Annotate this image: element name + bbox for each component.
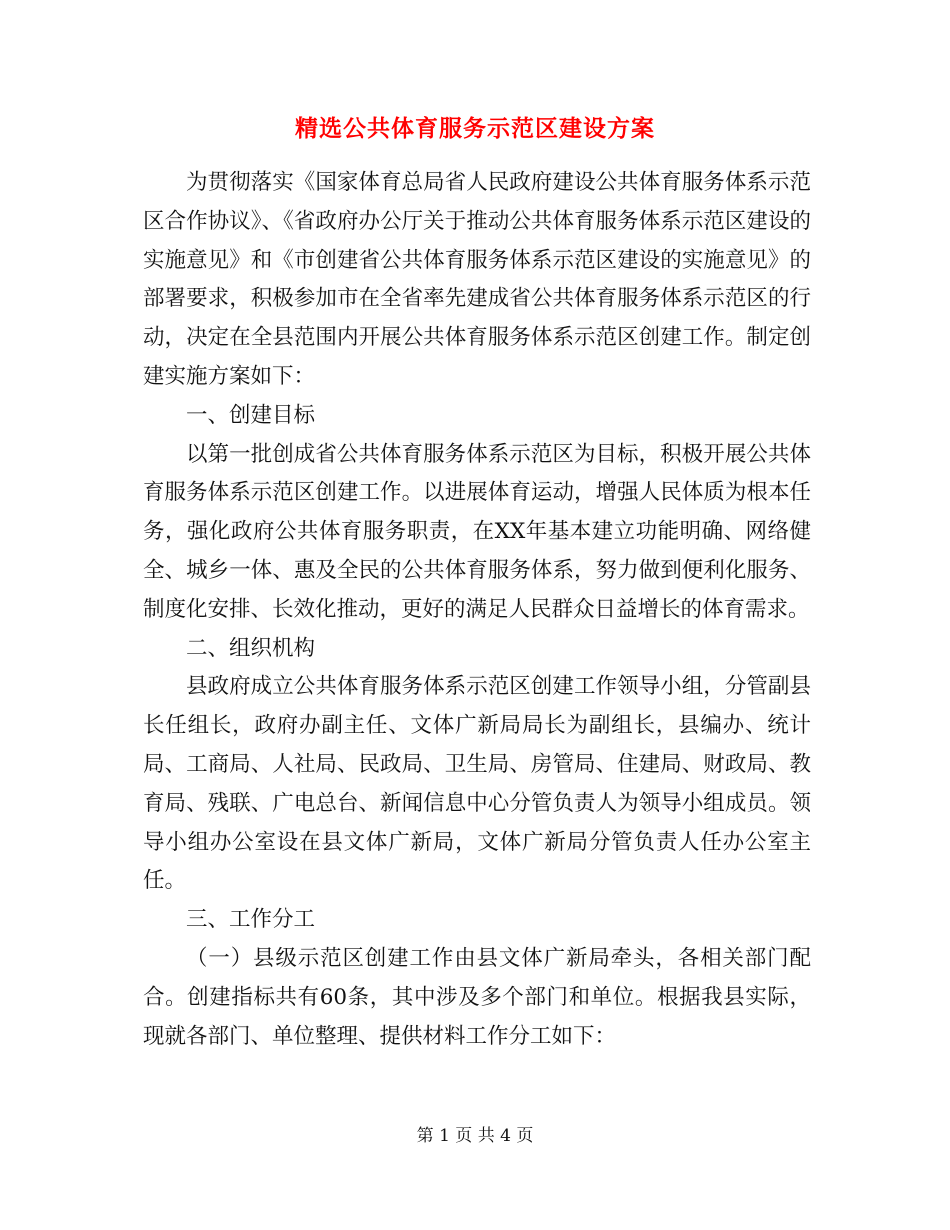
- paragraph-division: （一）县级示范区创建工作由县文体广新局牵头，各相关部门配合。创建指标共有60条，其中涉及多个部门和单位。根据我县实际，现就各部门、单位整理、提供材料工作分工如下：: [143, 945, 811, 1049]
- section-heading-division: 三、工作分工: [186, 907, 316, 933]
- section-heading-organization: 二、组织机构: [186, 635, 316, 661]
- paragraph-organization: 县政府成立公共体育服务体系示范区创建工作领导小组，分管副县长任组长，政府办副主任、文体广新局局长为副组长，县编办、统计局、工商局、人社局、民政局、卫生局、房管局、住建局、财政局、教育局、残联、广电总台、新闻信息中心分管负责人为领导小组成员。领导小组办公室设在县文体广新局，文体广新局分管负责人任办公室主任。: [143, 674, 811, 894]
- section-heading-goal: 一、创建目标: [186, 402, 316, 428]
- page-number: 第 1 页 共 4 页: [416, 1126, 534, 1146]
- document-title: 精选公共体育服务示范区建设方案: [295, 115, 655, 142]
- document-body: [143, 164, 811, 1056]
- paragraph-intro: 为贯彻落实《国家体育总局省人民政府建设公共体育服务体系示范区合作协议》、《省政府办公厅关于推动公共体育服务体系示范区建设的实施意见》和《市创建省公共体育服务体系示范区建设的实施意见》的部署要求，积极参加市在全省率先建成省公共体育服务体系示范区的行动，决定在全县范围内开展公共体育服务体系示范区创建工作。制定创建实施方案如下：: [143, 170, 811, 389]
- paragraph-goal: 以第一批创成省公共体育服务体系示范区为目标，积极开展公共体育服务体系示范区创建工作。以进展体育运动，增强人民体质为根本任务，强化政府公共体育服务职责，在XX年基本建立功能明确、网络健全、城乡一体、惠及全民的公共体育服务体系，努力做到便利化服务、制度化安排、长效化推动，更好的满足人民群众日益增长的体育需求。: [143, 441, 811, 622]
